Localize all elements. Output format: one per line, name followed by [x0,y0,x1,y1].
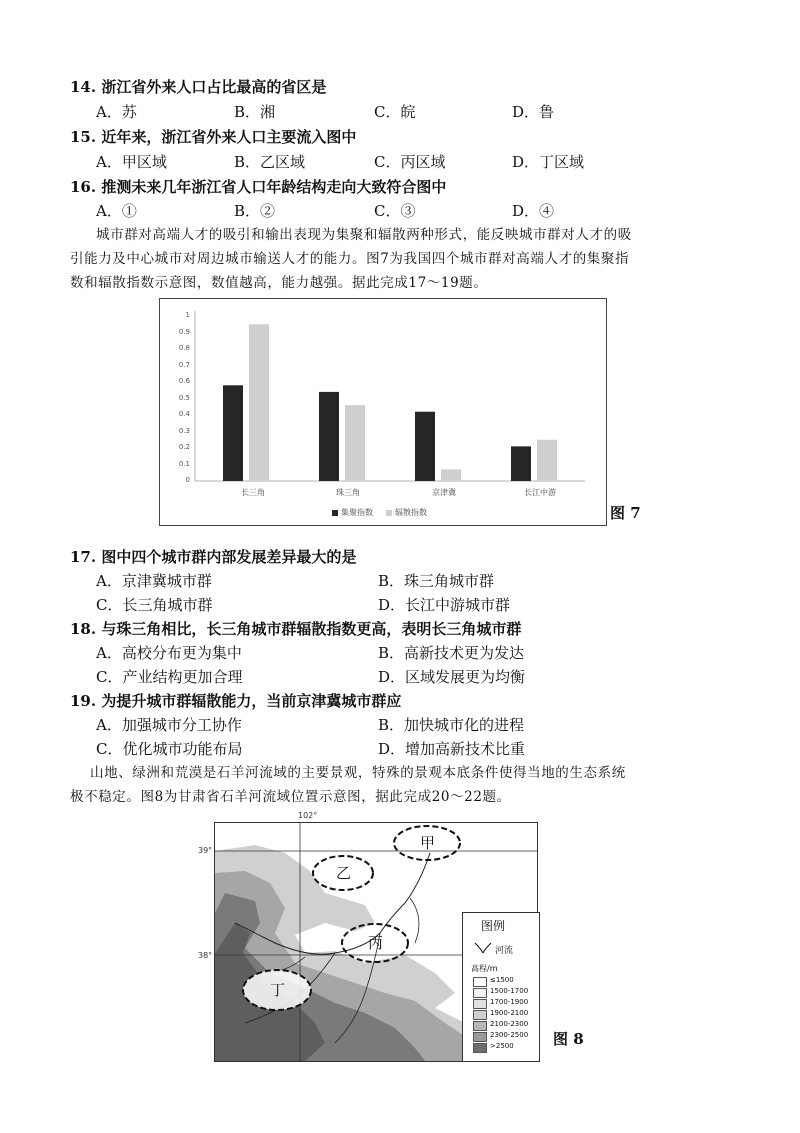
y-tick-label: 0.5 [178,393,190,402]
y-tick-label: 0.4 [178,410,190,418]
q18-option-d: D．区域发展更为均衡 [378,668,526,686]
q19-option-a: A．加强城市分工协作 [96,716,242,734]
elevation-swatch [473,988,487,998]
elevation-class-label: 2100-2300 [490,1020,529,1028]
q16-option-d: D．④ [512,202,555,220]
q14-option-b: B．湘 [234,103,276,121]
legend-river-label: 河流 [495,946,514,956]
q14-option-a: A．苏 [96,103,137,121]
category-label-3: 京津冀 [432,488,456,497]
legend-elevation-title: 高程/m [471,964,498,973]
passage1-line-3: 数和辐散指数示意图，数值越高，能力越强。据此完成17～19题。 [70,275,488,291]
passage1-line-2: 引能力及中心城市对周边城市输送人才的能力。图7为我国四个城市群对高端人才的集聚指 [70,251,630,267]
q14-option-c: C．皖 [374,103,416,121]
map-legend [462,912,540,1062]
q17-option-d: D．长江中游城市群 [378,596,511,614]
elevation-class-label: 2300-2500 [490,1031,529,1039]
q17-option-a: A．京津冀城市群 [96,572,212,590]
elevation-swatch [473,1032,487,1042]
q19-option-b: B．加快城市化的进程 [378,716,525,734]
bar-radiation-1 [249,324,269,481]
q16-option-c: C．③ [374,202,416,220]
y-tick-label: 0.7 [178,360,190,369]
elevation-class-label: 1700-1900 [490,998,529,1006]
figure7-chart [159,298,607,526]
passage2-line-1: 山地、绿洲和荒漠是石羊河流域的主要景观，特殊的景观本底条件使得当地的生态系统 [90,765,626,781]
elevation-swatch [473,1021,487,1031]
q18-stem: 18. 与珠三角相比，长三角城市群辐散指数更高，表明长三角城市群 [70,620,522,638]
bar-radiation-4 [537,440,557,481]
q17-option-b: B．珠三角城市群 [378,572,495,590]
legend-label-radiation: 辐散指数 [395,508,427,517]
figure7-caption: 图 7 [610,504,641,522]
y-tick-label: 1 [185,311,190,319]
q19-stem: 19. 为提升城市群辐散能力，当前京津冀城市群应 [70,692,402,710]
region-yi-label: 乙 [336,864,352,882]
q14-option-d: D．鲁 [512,103,555,121]
q19-option-c: C．优化城市功能布局 [96,740,243,758]
bar-radiation-2 [345,405,365,481]
q16-option-b: B．② [234,202,276,220]
elevation-class-label: >2500 [490,1042,514,1050]
bar-agglomeration-1 [223,385,243,481]
q18-option-c: C．产业结构更加合理 [96,668,243,686]
elevation-class-label: 1900-2100 [490,1009,529,1017]
elevation-swatch [473,977,487,987]
map-latitude-39-label: 39° [198,846,213,855]
y-tick-label: 0 [185,476,190,484]
q15-option-a: A．甲区域 [96,153,167,171]
passage1-line-1: 城市群对高端人才的吸引和输出表现为集聚和辐散两种形式，能反映城市群对人才的吸 [96,227,632,243]
region-bing-label: 丙 [368,934,384,952]
category-label-4: 长江中游 [524,488,556,497]
y-tick-label: 0.3 [178,426,190,435]
elevation-class-label: ≤1500 [490,976,514,984]
q15-stem: 15. 近年来，浙江省外来人口主要流入图中 [70,128,357,146]
q19-option-d: D．增加高新技术比重 [378,740,526,758]
map-latitude-38-label: 38° [198,951,213,960]
category-label-1: 长三角 [241,488,265,497]
y-tick-label: 0.1 [178,459,190,468]
legend-swatch-agglomeration [332,510,338,516]
bar-agglomeration-3 [415,412,435,481]
q16-stem: 16. 推测未来几年浙江省人口年龄结构走向大致符合图中 [70,178,447,196]
river-legend-icon [473,941,493,955]
bar-agglomeration-4 [511,446,531,481]
q15-option-c: C．丙区域 [374,153,446,171]
bar-radiation-3 [441,469,461,481]
river-branch-1 [410,898,419,943]
legend-label-agglomeration: 集聚指数 [341,508,373,517]
q17-option-c: C．长三角城市群 [96,596,213,614]
elevation-class-label: 1500-1700 [490,987,529,995]
q15-option-d: D．丁区域 [512,153,585,171]
region-jia-label: 甲 [420,834,436,852]
y-tick-label: 0.9 [178,327,190,336]
passage2-line-2: 极不稳定。图8为甘肃省石羊河流域位置示意图，据此完成20～22题。 [70,789,511,805]
legend-title: 图例 [481,919,506,933]
category-label-2: 珠三角 [336,488,360,497]
bar-agglomeration-2 [319,392,339,481]
region-ding-label: 丁 [270,981,286,999]
map-longitude-label: 102° [298,811,318,820]
q18-option-a: A．高校分布更为集中 [96,644,242,662]
elevation-swatch [473,1010,487,1020]
elevation-swatch [473,1043,487,1053]
q14-stem: 14. 浙江省外来人口占比最高的省区是 [70,78,327,96]
q15-option-b: B．乙区域 [234,153,306,171]
q17-stem: 17. 图中四个城市群内部发展差异最大的是 [70,548,357,566]
legend-swatch-radiation [386,510,392,516]
y-tick-label: 0.6 [178,377,190,385]
figure8-caption: 图 8 [553,1030,584,1048]
q16-option-a: A．① [96,202,137,220]
y-tick-label: 0.2 [178,443,190,451]
y-tick-label: 0.8 [178,344,190,352]
q18-option-b: B．高新技术更为发达 [378,644,525,662]
elevation-swatch [473,999,487,1009]
